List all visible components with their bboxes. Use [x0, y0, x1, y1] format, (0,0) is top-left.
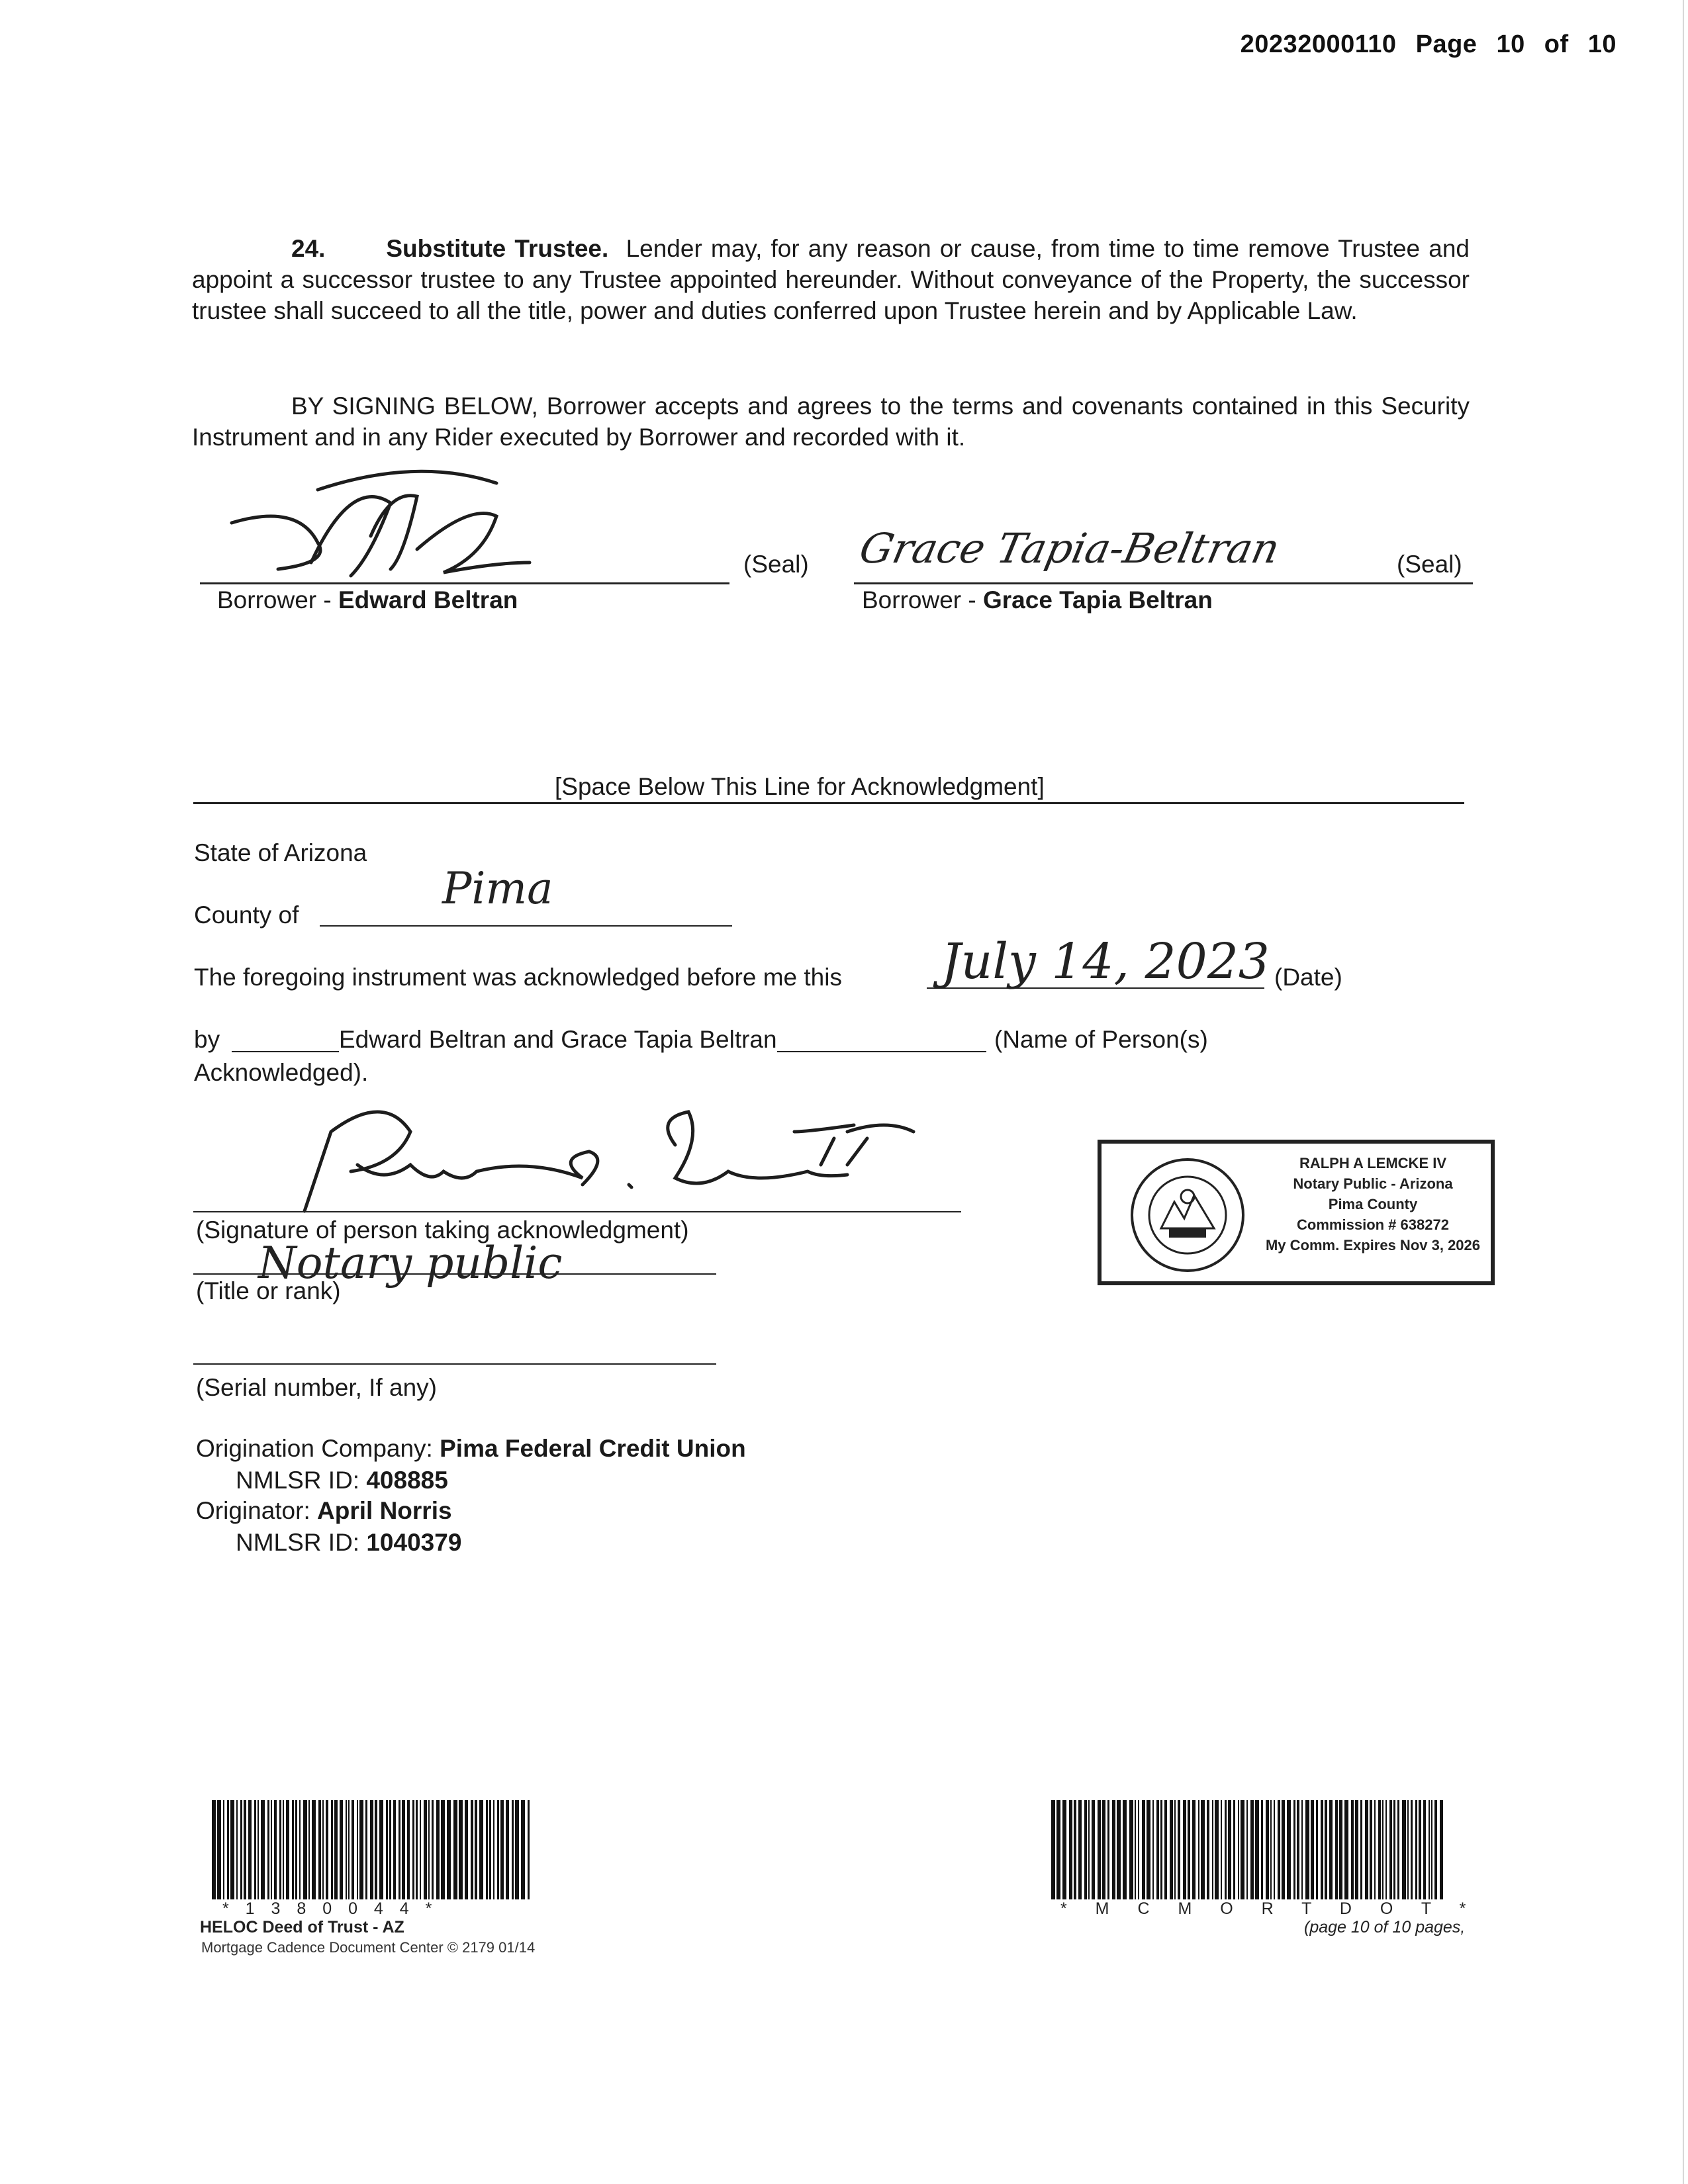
borrower-2-seal: (Seal): [1397, 551, 1462, 578]
acknowledgment-divider-line: [193, 802, 1464, 804]
barcode-bar: [230, 1800, 234, 1899]
barcode-bar: [359, 1800, 363, 1899]
borrower-2-role: Borrower -: [862, 586, 983, 614]
barcode-bar: [1335, 1800, 1338, 1899]
barcode-bar: [1351, 1800, 1354, 1899]
barcode-bar: [1084, 1800, 1087, 1899]
barcode-left-text: * 1 3 8 0 0 4 4 *: [222, 1899, 438, 1918]
barcode-bar: [521, 1800, 525, 1899]
barcode-bar: [1407, 1800, 1409, 1899]
barcode-bar: [1385, 1800, 1387, 1899]
barcode-bar: [1228, 1800, 1231, 1899]
origination-company-id-label: NMLSR ID:: [236, 1467, 367, 1494]
borrower-1-role: Borrower -: [217, 586, 338, 614]
originator-id-label: NMLSR ID:: [236, 1529, 367, 1556]
barcode-bar: [365, 1800, 367, 1899]
notary-signature-line: [193, 1211, 961, 1212]
barcode-bar: [1142, 1800, 1145, 1899]
barcode-bar: [346, 1800, 347, 1899]
barcode-left: [212, 1800, 543, 1899]
barcode-bar: [489, 1800, 491, 1899]
barcode-bar: [1098, 1800, 1101, 1899]
stamp-title: Notary Public - Arizona: [1293, 1175, 1453, 1192]
barcode-bar: [334, 1800, 338, 1899]
barcode-bar: [1088, 1800, 1090, 1899]
barcode-bar: [274, 1800, 277, 1899]
barcode-bar: [500, 1800, 504, 1899]
barcode-bar: [1389, 1800, 1392, 1899]
barcode-bar: [1135, 1800, 1136, 1899]
signing-statement: [192, 390, 1470, 453]
barcode-bar: [1207, 1800, 1209, 1899]
barcode-bar: [1215, 1800, 1219, 1899]
originator-id-value: 1040379: [366, 1529, 462, 1556]
origination-company-id: [236, 1467, 448, 1494]
barcode-bar: [1160, 1800, 1162, 1899]
barcode-bar: [1274, 1800, 1275, 1899]
state-label: State of Arizona: [194, 839, 367, 866]
barcode-bar: [248, 1800, 252, 1899]
county-line: [320, 925, 732, 927]
barcode-bar: [1225, 1800, 1227, 1899]
barcode-bar: [303, 1800, 307, 1899]
barcode-bar: [1415, 1800, 1417, 1899]
barcode-bar: [1305, 1800, 1309, 1899]
barcode-bar: [1402, 1800, 1406, 1899]
barcode-bar: [1069, 1800, 1072, 1899]
barcode-bar: [1250, 1800, 1254, 1899]
barcode-bar: [299, 1800, 301, 1899]
barcode-bar: [295, 1800, 297, 1899]
barcode-bar: [1287, 1800, 1291, 1899]
barcode-bar: [1325, 1800, 1327, 1899]
barcode-bar: [1423, 1800, 1426, 1899]
barcode-bar: [475, 1800, 477, 1899]
form-source: Mortgage Cadence Document Center © 2179 01/14: [201, 1939, 536, 1956]
barcode-bar: [1156, 1800, 1159, 1899]
barcode-bar: [1198, 1800, 1199, 1899]
barcode-right-text: * M C M O R T D O T *: [1060, 1899, 1478, 1918]
originator: [196, 1497, 452, 1525]
barcode-bar: [212, 1800, 216, 1899]
by-label: by: [194, 1026, 220, 1053]
barcode-bar: [1321, 1800, 1323, 1899]
barcode-bar: [1092, 1800, 1095, 1899]
title-caption: (Title or rank): [196, 1277, 341, 1304]
barcode-bar: [471, 1800, 473, 1899]
barcode-bar: [357, 1800, 358, 1899]
barcode-bar: [308, 1800, 310, 1899]
barcode-bar: [1434, 1800, 1437, 1899]
origination-company-id-value: 408885: [366, 1467, 448, 1494]
borrower-1-seal: (Seal): [743, 551, 809, 578]
barcode-bar: [515, 1800, 519, 1899]
notary-stamp: [1098, 1140, 1495, 1285]
section-number: 24.: [291, 235, 326, 262]
barcode-bar: [370, 1800, 373, 1899]
barcode-bar: [1117, 1800, 1121, 1899]
barcode-bar: [1419, 1800, 1421, 1899]
barcode-bar: [1078, 1800, 1082, 1899]
recording-number: 20232000110: [1240, 30, 1397, 58]
arizona-state-seal-icon: [1128, 1156, 1247, 1275]
barcode-bar: [1382, 1800, 1383, 1899]
barcode-bar: [352, 1800, 354, 1899]
barcode-bar: [1339, 1800, 1342, 1899]
borrower-1-signature-line: [200, 582, 729, 584]
barcode-bar: [1051, 1800, 1055, 1899]
barcode-bar: [1365, 1800, 1368, 1899]
originator-label: Originator:: [196, 1497, 318, 1524]
barcode-bar: [441, 1800, 445, 1899]
barcode-bar: [1311, 1800, 1314, 1899]
barcode-bar: [331, 1800, 333, 1899]
barcode-bar: [1233, 1800, 1235, 1899]
barcode-bar: [236, 1800, 238, 1899]
barcode-bar: [375, 1800, 377, 1899]
barcode-bar: [1192, 1800, 1196, 1899]
barcode-bar: [348, 1800, 350, 1899]
barcode-bar: [416, 1800, 418, 1899]
date-suffix: (Date): [1274, 964, 1342, 991]
barcode-bar: [465, 1800, 468, 1899]
barcode-bar: [428, 1800, 430, 1899]
barcode-bar: [506, 1800, 509, 1899]
notary-signature: [278, 1092, 927, 1224]
barcode-bar: [1278, 1800, 1280, 1899]
barcode-bar: [1293, 1800, 1295, 1899]
barcode-bar: [254, 1800, 256, 1899]
foregoing-label: The foregoing instrument was acknowledged before me this: [194, 964, 842, 991]
barcode-bar: [1174, 1800, 1176, 1899]
serial-line: [193, 1363, 716, 1365]
barcode-bar: [271, 1800, 272, 1899]
stamp-county: Pima County: [1328, 1196, 1418, 1212]
barcode-bar: [227, 1800, 229, 1899]
barcode-bar: [1301, 1800, 1303, 1899]
barcode-bar: [286, 1800, 289, 1899]
barcode-bar: [1378, 1800, 1381, 1899]
barcode-bar: [424, 1800, 427, 1899]
borrower-2-signature-line: [854, 582, 1473, 584]
origination-company: [196, 1435, 746, 1463]
barcode-bar: [1164, 1800, 1167, 1899]
barcode-bar: [1270, 1800, 1272, 1899]
barcode-bar: [479, 1800, 483, 1899]
section-24-paragraph: [192, 233, 1470, 326]
origination-company-label: Origination Company:: [196, 1435, 440, 1462]
section-body: Lender may, for any reason or cause, from time to time remove Trustee and appoint a successor trustee to any Trustee appointed hereunder. Without conveyance of the Property, the successor trustee shall succeed to all the title, power and duties conferred upon Trustee herein and by Applicable Law.: [192, 235, 1470, 324]
barcode-bar: [1241, 1800, 1244, 1899]
barcode-bar: [1147, 1800, 1150, 1899]
barcode-bar: [1429, 1800, 1430, 1899]
barcode-bar: [402, 1800, 405, 1899]
barcode-bar: [1212, 1800, 1213, 1899]
barcode-bar: [1355, 1800, 1358, 1899]
barcode-bar: [1138, 1800, 1139, 1899]
date-handwritten: July 14, 2023: [941, 933, 1270, 990]
barcode-bar: [1246, 1800, 1248, 1899]
barcode-bar: [1282, 1800, 1285, 1899]
borrower-1-signature: [218, 463, 589, 589]
barcode-bar: [1178, 1800, 1180, 1899]
borrower-2-name: Grace Tapia Beltran: [982, 586, 1213, 614]
barcode-bar: [1238, 1800, 1239, 1899]
county-label: County of: [194, 901, 299, 929]
barcode-bar: [318, 1800, 321, 1899]
barcode-bar: [258, 1800, 259, 1899]
acknowledgment-divider-label: [Space Below This Line for Acknowledgment]: [555, 773, 1045, 800]
barcode-bar: [493, 1800, 494, 1899]
serial-caption: (Serial number, If any): [196, 1374, 437, 1401]
barcode-bar: [1411, 1800, 1413, 1899]
barcode-bar: [322, 1800, 324, 1899]
borrower-2-signature: Grace Tapia-Beltran: [855, 524, 1284, 572]
barcode-bar: [512, 1800, 514, 1899]
document-header: [1241, 30, 1617, 59]
barcode-bar: [1431, 1800, 1432, 1899]
barcode-bar: [217, 1800, 221, 1899]
borrower-1-name: Edward Beltran: [338, 586, 518, 614]
barcode-bar: [459, 1800, 463, 1899]
barcode-bar: [283, 1800, 284, 1899]
title-handwritten: Notary public: [258, 1238, 563, 1289]
barcode-bar: [379, 1800, 383, 1899]
persons-names: Edward Beltran and Grace Tapia Beltran: [339, 1026, 777, 1053]
barcode-bar: [393, 1800, 396, 1899]
barcode-bar: [1107, 1800, 1109, 1899]
origination-company-name: Pima Federal Credit Union: [440, 1435, 746, 1462]
barcode-bar: [1201, 1800, 1205, 1899]
form-name: HELOC Deed of Trust - AZ: [200, 1918, 404, 1936]
barcode-bar: [528, 1800, 530, 1899]
borrower-1-caption: [217, 586, 518, 614]
borrower-2-caption: [862, 586, 1213, 614]
barcode-bar: [389, 1800, 391, 1899]
page-count: (page 10 of 10 pages,: [1304, 1918, 1466, 1936]
barcode-bar: [1056, 1800, 1060, 1899]
barcode-bar: [1188, 1800, 1190, 1899]
persons-suffix-2: Acknowledged).: [194, 1059, 369, 1086]
barcode-bar: [486, 1800, 488, 1899]
barcode-bar: [1266, 1800, 1269, 1899]
signing-statement-text: BY SIGNING BELOW, Borrower accepts and agrees to the terms and covenants contained in this Security Instrument and in any Rider executed by Borrower and recorded with it.: [192, 392, 1470, 451]
barcode-bar: [1360, 1800, 1362, 1899]
barcode-right: [1051, 1800, 1455, 1899]
stamp-expires: My Comm. Expires Nov 3, 2026: [1265, 1237, 1481, 1253]
page-label: Page 10 of 10: [1415, 30, 1617, 58]
barcode-bar: [1370, 1800, 1372, 1899]
barcode-bar: [1112, 1800, 1115, 1899]
barcode-bar: [240, 1800, 242, 1899]
barcode-bar: [447, 1800, 451, 1899]
barcode-bar: [1152, 1800, 1154, 1899]
barcode-bar: [436, 1800, 440, 1899]
barcode-bar: [399, 1800, 400, 1899]
barcode-bar: [1102, 1800, 1105, 1899]
originator-name: April Norris: [317, 1497, 452, 1524]
barcode-bar: [407, 1800, 410, 1899]
barcode-bar: [412, 1800, 414, 1899]
barcode-bar: [292, 1800, 294, 1899]
barcode-bar: [326, 1800, 328, 1899]
barcode-bar: [1440, 1800, 1443, 1899]
originator-id: [236, 1529, 461, 1557]
barcode-bar: [244, 1800, 246, 1899]
barcode-bar: [1123, 1800, 1127, 1899]
barcode-bar: [386, 1800, 388, 1899]
notary-signature-caption: (Signature of person taking acknowledgment): [196, 1216, 689, 1244]
barcode-bar: [1329, 1800, 1333, 1899]
county-handwritten: Pima: [442, 863, 553, 914]
barcode-bar: [261, 1800, 265, 1899]
barcode-bar: [1393, 1800, 1395, 1899]
barcode-bar: [1129, 1800, 1133, 1899]
barcode-bar: [1062, 1800, 1066, 1899]
section-heading: Substitute Trustee.: [386, 235, 609, 262]
barcode-bar: [1344, 1800, 1348, 1899]
barcode-bar: [312, 1800, 316, 1899]
barcode-bar: [223, 1800, 224, 1899]
stamp-text-block: [1254, 1153, 1492, 1255]
scan-edge: [1683, 0, 1684, 2184]
barcode-bar: [1261, 1800, 1263, 1899]
barcode-bar: [1397, 1800, 1399, 1899]
barcode-bar: [340, 1800, 343, 1899]
barcode-bar: [1316, 1800, 1318, 1899]
barcode-bar: [1374, 1800, 1376, 1899]
barcode-bar: [279, 1800, 281, 1899]
barcode-bar: [1183, 1800, 1186, 1899]
barcode-bar: [1297, 1800, 1299, 1899]
barcode-bar: [1221, 1800, 1222, 1899]
barcode-bar: [1170, 1800, 1173, 1899]
barcode-bar: [1074, 1800, 1076, 1899]
barcode-bar: [497, 1800, 499, 1899]
barcode-bar: [453, 1800, 457, 1899]
stamp-commission: Commission # 638272: [1297, 1216, 1449, 1233]
barcode-bar: [267, 1800, 269, 1899]
barcode-bar: [1255, 1800, 1259, 1899]
barcode-bar: [432, 1800, 434, 1899]
stamp-name: RALPH A LEMCKE IV: [1299, 1155, 1447, 1171]
persons-suffix: (Name of Person(s): [994, 1026, 1208, 1053]
barcode-bar: [420, 1800, 421, 1899]
